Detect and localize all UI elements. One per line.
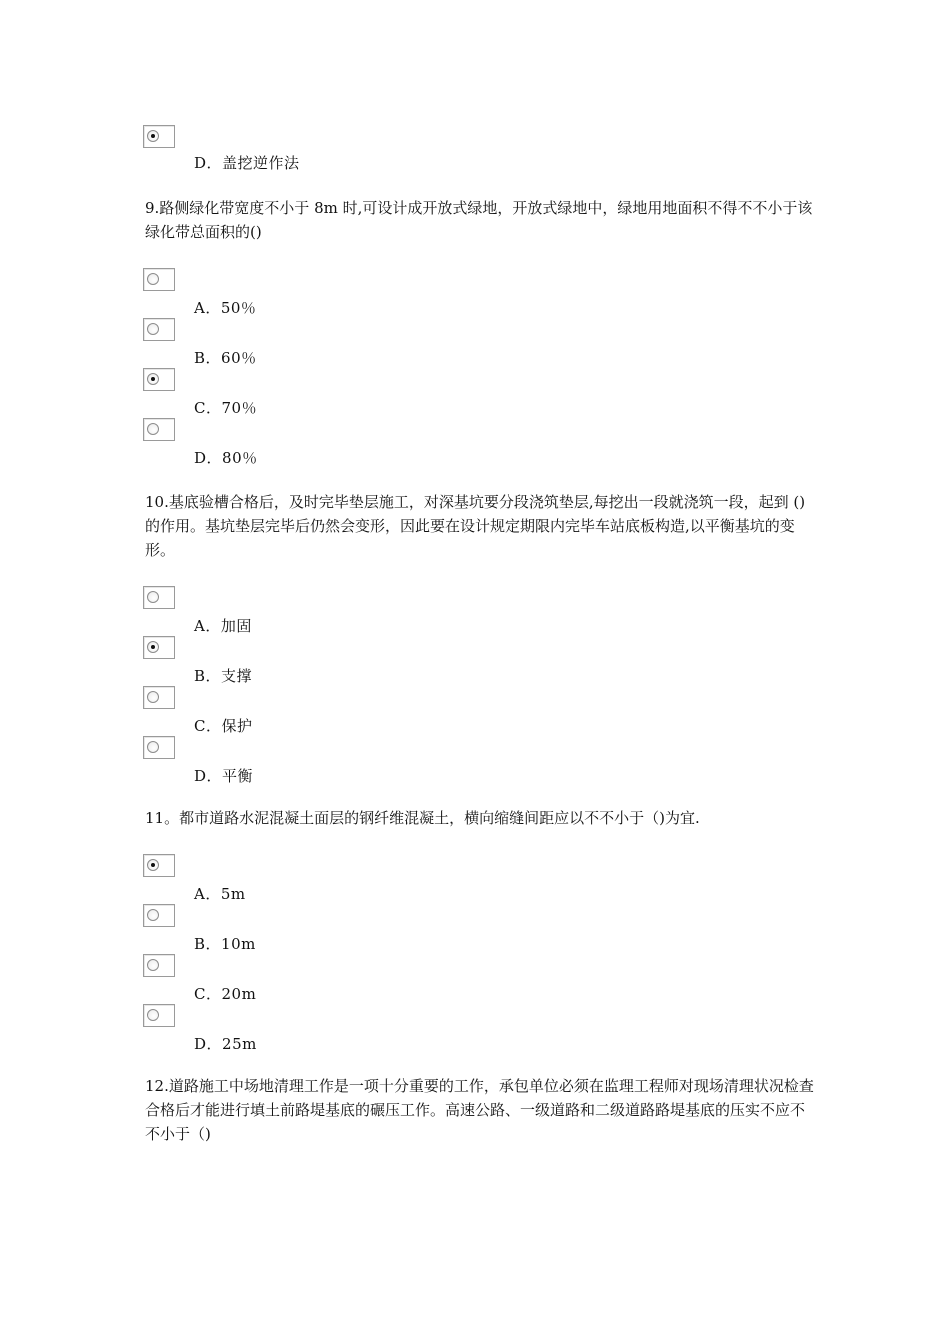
option-q11-a: A．5m	[194, 885, 246, 903]
radio-circle-icon	[147, 641, 159, 653]
option-q9-b: B．60％	[194, 349, 257, 367]
radio-circle-icon	[147, 1009, 159, 1021]
radio-q9-c[interactable]	[143, 368, 175, 391]
radio-q11-b[interactable]	[143, 904, 175, 927]
radio-circle-icon	[147, 423, 159, 435]
radio-circle-icon	[147, 741, 159, 753]
radio-circle-icon	[147, 273, 159, 285]
radio-q10-a[interactable]	[143, 586, 175, 609]
radio-circle-icon	[147, 373, 159, 385]
option-q10-b: B．支撑	[194, 667, 253, 685]
radio-q9-d[interactable]	[143, 418, 175, 441]
option-q11-c: C．20m	[194, 985, 257, 1003]
radio-q11-d[interactable]	[143, 1004, 175, 1027]
radio-q10-b[interactable]	[143, 636, 175, 659]
question-12-text: 12.道路施工中场地清理工作是一项十分重要的工作，承包单位必须在监理工程师对现场清理状况检查合格后才能进行填土前路堤基底的碾压工作。高速公路、一级道路和二级道路路堤基底的压实不应不不小于（)	[145, 1077, 814, 1143]
question-11-text: 11。都市道路水泥混凝土面层的钢纤维混凝土，横向缩缝间距应以不不小于（)为宜.	[145, 809, 700, 827]
option-q9-d: D．80％	[194, 449, 258, 467]
radio-q9-b[interactable]	[143, 318, 175, 341]
question-10-text: 10.基底验槽合格后，及时完毕垫层施工，对深基坑要分段浇筑垫层,每挖出一段就浇筑一段，起到 ()的作用。基坑垫层完毕后仍然会变形，因此要在设计规定期限内完毕车站底板构造,以平衡基坑的变形。	[145, 493, 806, 559]
option-q10-a: A．加固	[194, 617, 252, 635]
option-q11-d: D．25m	[194, 1035, 257, 1053]
radio-circle-icon	[147, 323, 159, 335]
option-q8-d: D．盖挖逆作法	[194, 154, 300, 172]
question-9-text: 9.路侧绿化带宽度不小于 8m 时,可设计成开放式绿地，开放式绿地中，绿地用地面积不得不不小于该绿化带总面积的()	[145, 199, 813, 241]
option-q9-a: A．50％	[194, 299, 257, 317]
option-q10-c: C．保护	[194, 717, 253, 735]
radio-q11-a[interactable]	[143, 854, 175, 877]
radio-circle-icon	[147, 959, 159, 971]
radio-q10-c[interactable]	[143, 686, 175, 709]
radio-circle-icon	[147, 591, 159, 603]
option-q11-b: B．10m	[194, 935, 256, 953]
radio-q11-c[interactable]	[143, 954, 175, 977]
radio-q9-a[interactable]	[143, 268, 175, 291]
radio-q10-d[interactable]	[143, 736, 175, 759]
radio-circle-icon	[147, 859, 159, 871]
radio-circle-icon	[147, 909, 159, 921]
option-q9-c: C．70％	[194, 399, 258, 417]
radio-circle-icon	[147, 130, 159, 142]
radio-q8-d[interactable]	[143, 125, 175, 148]
radio-circle-icon	[147, 691, 159, 703]
option-q10-d: D．平衡	[194, 767, 254, 785]
